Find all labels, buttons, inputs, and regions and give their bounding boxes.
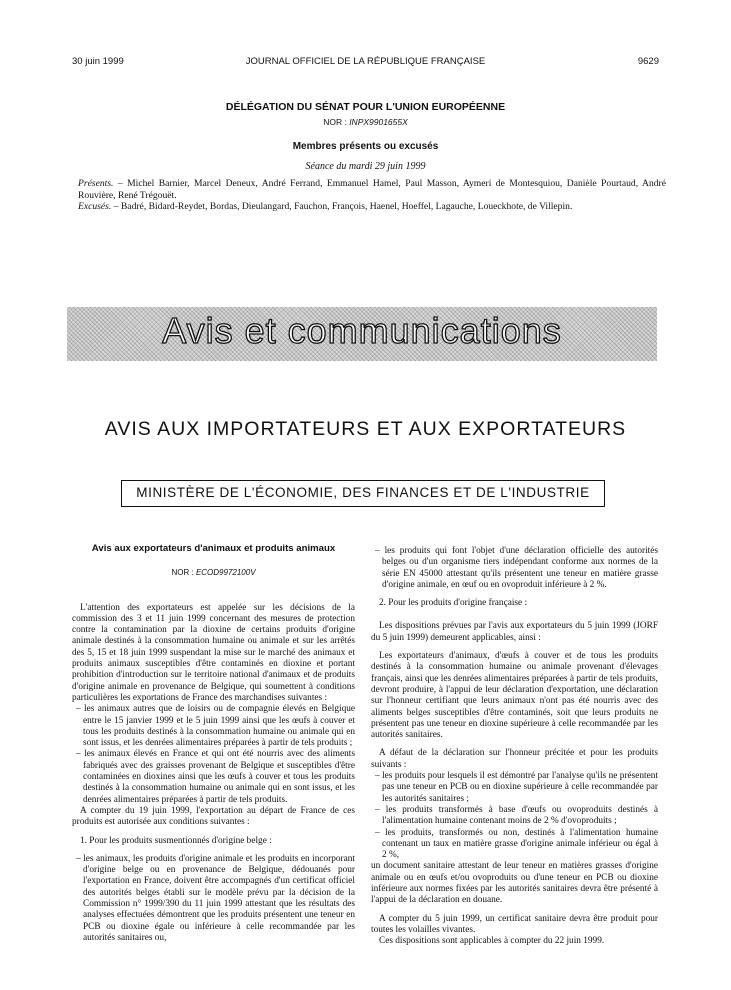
members-list	[72, 178, 666, 213]
paragraph: Ces dispositions sont applicables à compter du 22 juin 1999.	[379, 936, 605, 947]
header-journal-title: JOURNAL OFFICIEL DE LA RÉPUBLIQUE FRANÇAISE	[245, 56, 486, 67]
paragraph: Les exportateurs d'animaux, d'œufs à couver et de tous les produits destinés à la consommation humaine ou animale provenant d'élevages français, ainsi que les denrées alimentaires préparées à partir de tels produits, devront produire, à l'appui de leur déclaration d'exportation, une déclaration sur l'honneur certifiant que leurs animaux n'ont pas été nourris avec des aliments belges susceptibles d'être contaminés, soit que leurs produits ne présentent pas une teneur en dioxine supérieure à celle recommandée par les autorités sanitaires.	[371, 651, 658, 741]
section-banner	[67, 307, 657, 361]
presents-line	[72, 178, 666, 201]
paragraph: A défaut de la déclaration sur l'honneur précitée et pour les produits suivants :	[371, 748, 658, 770]
nor-code: INPX9901655X	[349, 117, 408, 127]
article-nor-label: NOR :	[171, 568, 194, 578]
intro-paragraph: L'attention des exportateurs est appelée sur les décisions de la commission des 3 et 11 juin 1999 concernant des mesures de protection contre la contamination par la dioxine de certains produits d'origine animale destinés à la consommation humaine ou animale et sur les arrêtés des 5, 15 et 18 juin 1999 suspendant la mise sur le marché des animaux et produits animaux susceptibles d'être contaminés en dioxine et portant prohibition d'introduction sur le territoire national d'animaux et de produits d'origine animale en provenance de Belgique, qui soumettent à conditions particulières les exportations de France des marchandises suivantes :	[72, 602, 355, 703]
list-item: – les animaux élevés en France et qui ont été nourris avec des aliments fabriqués avec des graisses provenant de Belgique et susceptibles d'être contaminées en dioxines ainsi que les œufs à couver et tous les produits destinés à la consommation humaine ou animale qui en sont issus, et les denrées alimentaires préparées à partir de tels produits.	[72, 749, 355, 805]
point-heading: 1. Pour les produits susmentionnés d'origine belge :	[80, 835, 272, 846]
article-nor	[72, 567, 355, 578]
header-page-number: 9629	[637, 56, 659, 67]
section-title: AVIS AUX IMPORTATEURS ET AUX EXPORTATEURS	[104, 418, 627, 440]
seance-date: Séance du mardi 29 juin 1999	[305, 161, 426, 172]
list-item: – les animaux, les produits d'origine animale et les produits en incorporant d'origine belge ou en provenance de Belgique, dédouanés pour l'exportation en France, doivent être accompagnés d'un certificat officiel des autorités belges établi sur le modèle prévu par la décision de la Commission n° 1999/390 du 11 juin 1999 attestant que les résultats des analyses effectuées démontrent que les produits présentent une teneur en PCB ou dioxine égale ou inférieure à celle recommandée par les autorités sanitaires ou,	[72, 854, 355, 944]
list-item: – les animaux autres que de loisirs ou de compagnie élevés en Belgique entre le 15 janvier 1999 et le 5 juin 1999 ainsi que les œufs à couver et tous les produits destinés à la consommation humaine ou animale qui en sont issus, et les denrées alimentaires préparées à partir de tels produits ;	[72, 704, 355, 749]
delegation-title: DÉLÉGATION DU SÉNAT POUR L'UNION EUROPÉENNE	[225, 101, 506, 113]
presents-text: – Michel Barnier, Marcel Deneux, André Ferrand, Emmanuel Hamel, Paul Masson, Aymeri de Montesquiou, Danièle Pourtaud, André Rouvière, René Trégouët.	[78, 178, 666, 201]
excuses-label: Excusés.	[78, 201, 112, 212]
article-title: Avis aux exportateurs d'animaux et produits animaux	[91, 543, 336, 554]
excuses-text: – Badré, Bidard-Reydet, Bordas, Dieulangard, Fauchon, François, Haenel, Hoeffel, Lagauche, Loueckhote, de Villepin.	[111, 201, 573, 212]
paragraph: Les dispositions prévues par l'avis aux exportateurs du 5 juin 1999 (JORF du 5 juin 1999) demeurent applicables, ainsi :	[371, 621, 658, 643]
ministry-box: MINISTÈRE DE L'ÉCONOMIE, DES FINANCES ET DE L'INDUSTRIE	[121, 480, 605, 507]
presents-label: Présents.	[78, 178, 114, 189]
list-item: – les produits transformés à base d'œufs ou ovoproduits destinés à l'alimentation humaine contenant moins de 2 % d'ovoproduits ;	[371, 805, 658, 828]
excuses-line	[72, 201, 666, 213]
paragraph: un document sanitaire attestant de leur teneur en matières grasses d'origine animale ou en œufs et/ou ovoproduits ou d'une teneur en PCB ou dioxine inférieure aux normes fixées par les autorités sanitaires devra être présenté à l'appui de la déclaration en douane.	[371, 861, 658, 906]
header-date: 30 juin 1999	[72, 56, 124, 67]
paragraph: A compter du 5 juin 1999, un certificat sanitaire devra être produit pour toutes les volailles vivantes.	[371, 913, 658, 935]
members-title: Membres présents ou excusés	[292, 141, 439, 152]
nor-label: NOR :	[323, 117, 347, 127]
right-column	[371, 546, 658, 948]
paragraph: A compter du 19 juin 1999, l'exportation au départ de France de ces produits est autorisée aux conditions suivantes :	[72, 805, 355, 828]
point-heading: 2. Pour les produits d'origine française :	[379, 598, 528, 609]
list-item: – les produits pour lesquels il est démontré par l'analyse qu'ils ne présentent pas une teneur en PCB ou en dioxine supérieure à celle recommandée par les autorités sanitaires ;	[371, 771, 658, 805]
banner-title: Avis et communications	[162, 310, 562, 351]
left-column	[72, 543, 355, 944]
list-item: – les produits qui font l'objet d'une déclaration officielle des autorités belges ou d'un organisme tiers indépendant conforme aux normes de la série EN 45000 attestant qu'ils présentent une teneur en matière grasse d'origine animale, en œuf ou en ovoproduit inférieure à 2 %.	[371, 546, 658, 591]
article-nor-code: ECOD9972100V	[195, 568, 256, 578]
list-item: – les produits, transformés ou non, destinés à l'alimentation humaine contenant un taux en matière grasse d'origine animale inférieur ou égal à 2 %,	[371, 828, 658, 862]
delegation-nor	[0, 117, 731, 127]
